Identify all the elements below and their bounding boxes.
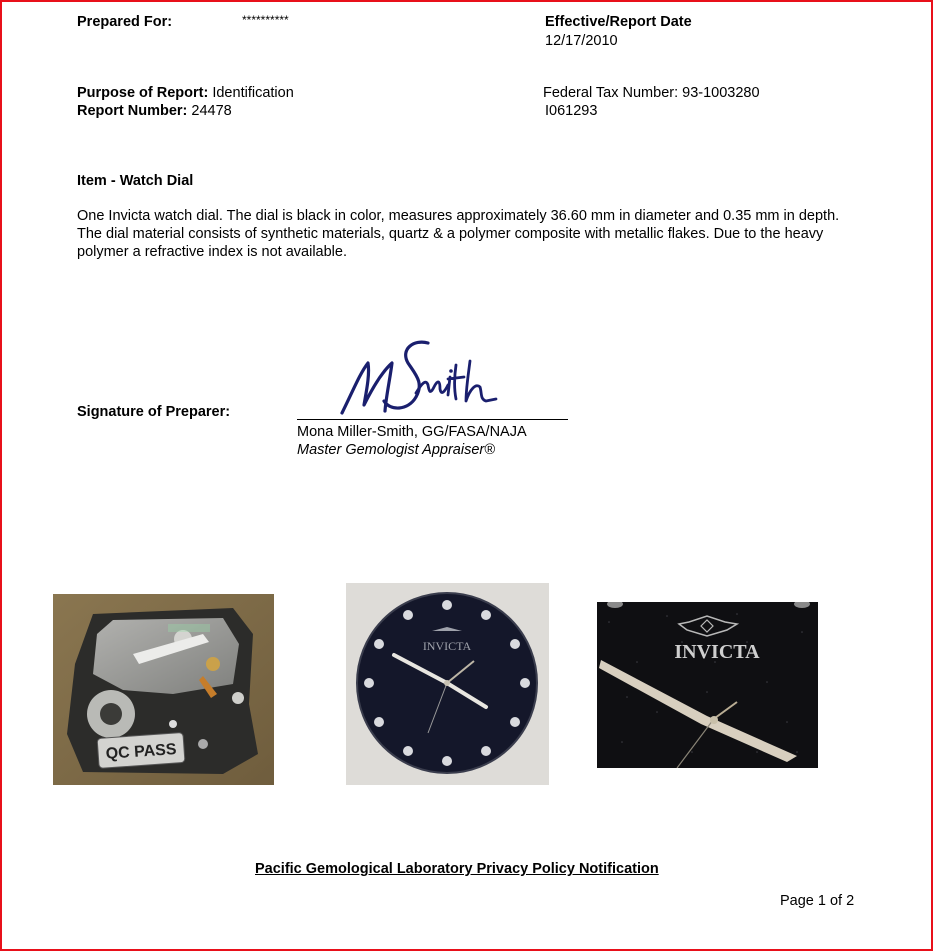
- handwritten-signature: [330, 335, 510, 420]
- dial-photo: [346, 583, 549, 785]
- privacy-policy-link[interactable]: Pacific Gemological Laboratory Privacy Policy Notification: [255, 861, 659, 877]
- page-indicator: Page 1 of 2: [780, 893, 855, 909]
- dial-brand-text: INVICTA: [422, 639, 472, 653]
- closeup-image: [597, 602, 818, 768]
- preparer-name: Mona Miller-Smith, GG/FASA/NAJA: [297, 424, 527, 440]
- item-description: One Invicta watch dial. The dial is black in color, measures approximately 36.60 mm in diameter and 0.35 mm in depth. The dial material consists of synthetic materials, quartz & a polymer composite with metallic flakes. Due to the heavy polymer a refractive index is not available.: [77, 208, 840, 260]
- report-number: [77, 102, 232, 120]
- purpose-of-report: [77, 84, 294, 102]
- federal-tax-number: Federal Tax Number: 93-1003280: [543, 85, 760, 101]
- report-number-value: 24478: [191, 103, 232, 119]
- prepared-for-label: Prepared For:: [77, 14, 173, 30]
- signature-line: [297, 419, 568, 420]
- signature-label: Signature of Preparer:: [77, 404, 231, 420]
- purpose-value: Identification: [212, 85, 294, 101]
- report-number-label: Report Number:: [77, 103, 188, 119]
- movement-photo: [53, 594, 274, 785]
- closeup-brand-text: INVICTA: [674, 641, 760, 663]
- dial-closeup-photo: [597, 602, 818, 768]
- purpose-label: Purpose of Report:: [77, 85, 209, 101]
- qc-pass-label: QC PASS: [105, 740, 178, 763]
- effective-date-label: Effective/Report Date: [545, 14, 692, 30]
- movement-image: [53, 594, 274, 785]
- item-heading: Item - Watch Dial: [77, 173, 194, 189]
- effective-date-value: 12/17/2010: [545, 33, 618, 49]
- prepared-for-value: **********: [242, 13, 289, 27]
- preparer-title: Master Gemologist Appraiser®: [297, 442, 495, 458]
- id-code: I061293: [545, 103, 598, 119]
- dial-image: [346, 583, 549, 785]
